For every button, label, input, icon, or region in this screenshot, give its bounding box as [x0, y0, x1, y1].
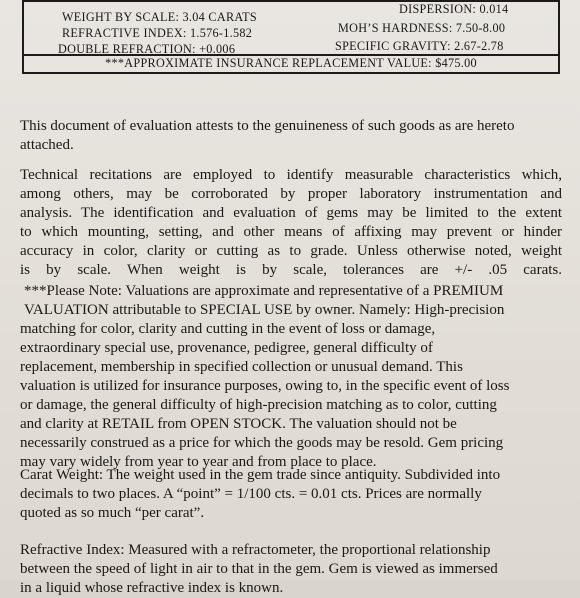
technical-paragraph	[20, 166, 562, 280]
paragraph-line: may vary widely from year to year and from place to place.	[20, 454, 377, 470]
carat-weight-paragraph	[20, 466, 562, 523]
paragraph-line: analysis. The identification and evaluation of gems may be limited to the extent	[20, 205, 562, 221]
refractive-index-paragraph	[20, 541, 562, 598]
paragraph-line: quoted as so much “per carat”.	[20, 505, 205, 521]
paragraph-line: is by scale. When weight is by scale, tolerances are +/- .05 carats.	[20, 262, 562, 278]
paragraph-line: among others, may be corroborated by proper laboratory instrumentation and	[20, 186, 562, 202]
paragraph-line: matching for color, clarity and cutting in the event of loss or damage,	[20, 321, 436, 337]
paragraph-line: attached.	[20, 137, 74, 153]
paragraph-line: VALUATION attributable to SPECIAL USE by owner. Namely: High-precision	[24, 302, 505, 318]
double-refraction: DOUBLE REFRACTION: +0.006	[58, 42, 236, 56]
refractive-index: REFRACTIVE INDEX: 1.576-1.582	[62, 26, 253, 40]
insurance-value: ***APPROXIMATE INSURANCE REPLACEMENT VALUE: $475.00	[105, 56, 477, 70]
paragraph-line: and clarity at RETAIL from OPEN STOCK. The valuation should not be	[20, 416, 457, 432]
paragraph-line: Refractive Index: Measured with a refractometer, the proportional relationship	[20, 542, 491, 558]
paragraph-line: necessarily construed as a price for which the goods may be resold. Gem pricing	[20, 435, 504, 451]
paragraph-line: Carat Weight: The weight used in the gem trade since antiquity. Subdivided into	[20, 467, 501, 483]
paragraph-line: replacement, membership in specified collection or unusual demand. This	[20, 359, 463, 375]
paragraph-line: Technical recitations are employed to identify measurable characteristics which,	[20, 167, 562, 183]
paragraph-line: decimals to two places. A “point” = 1/100 cts. = 0.01 cts. Prices are normally	[20, 486, 482, 502]
specific-gravity: SPECIFIC GRAVITY: 2.67-2.78	[335, 39, 504, 53]
mohs-hardness: MOH’S HARDNESS: 7.50-8.00	[338, 21, 506, 35]
gem-specification-box	[22, 0, 560, 74]
paragraph-line: accuracy in color, clarity or cutting as to grade. Unless otherwise noted, weight	[20, 243, 562, 259]
attest-paragraph	[20, 117, 562, 155]
weight-by-scale: WEIGHT BY SCALE: 3.04 CARATS	[62, 10, 257, 24]
paragraph-line: This document of evaluation attests to the genuineness of such goods as are hereto	[20, 118, 515, 134]
paragraph-line: in a liquid whose refractive index is known.	[20, 580, 284, 596]
please-note-paragraph	[20, 282, 562, 472]
paragraph-line: extraordinary special use, provenance, pedigree, general difficulty of	[20, 340, 433, 356]
paragraph-line: or damage, the general difficulty of high-precision matching as to color, cutting	[20, 397, 497, 413]
paragraph-line: to which mounting, setting, and other means of affixing may prevent or hinder	[20, 224, 562, 240]
paragraph-line: valuation is utilized for insurance purposes, owing to, in the specific event of loss	[20, 378, 510, 394]
paragraph-line: between the speed of light in air to that in the gem. Gem is viewed as immersed	[20, 561, 498, 577]
paragraph-line: ***Please Note: Valuations are approximate and representative of a PREMIUM	[24, 283, 504, 299]
dispersion: DISPERSION: 0.014	[399, 2, 509, 16]
